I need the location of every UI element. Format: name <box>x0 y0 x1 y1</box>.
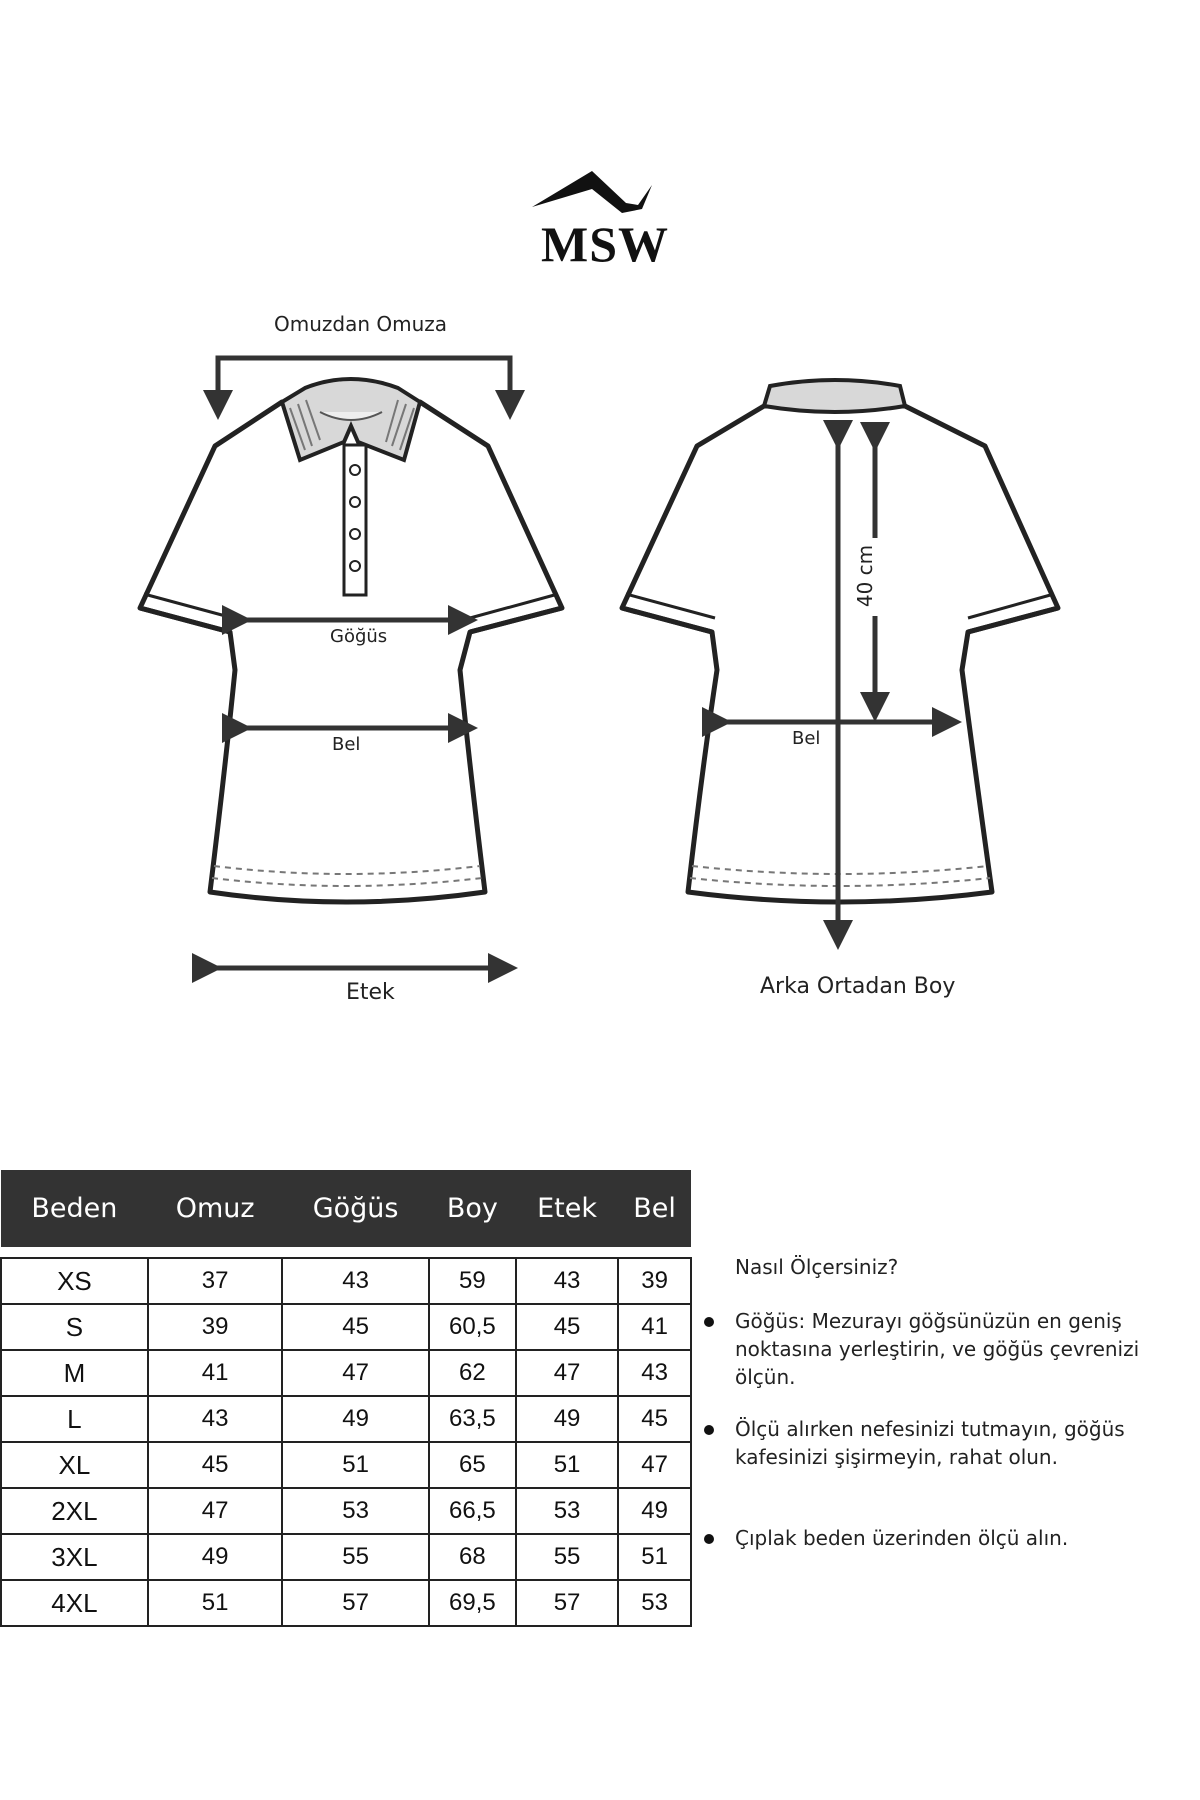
table-cell: 66,5 <box>429 1488 516 1534</box>
table-cell: 63,5 <box>429 1396 516 1442</box>
table-cell: 55 <box>282 1534 428 1580</box>
table-cell: 49 <box>148 1534 283 1580</box>
shoulder-label: Omuzdan Omuza <box>274 312 448 336</box>
table-header-row <box>1 1170 691 1247</box>
table-cell: 41 <box>618 1304 691 1350</box>
table-row <box>1 1396 691 1442</box>
instructions-title: Nasıl Ölçersiniz? <box>735 1255 899 1279</box>
table-row <box>1 1304 691 1350</box>
forty-cm-label: 40 cm <box>853 544 878 608</box>
table-cell: 45 <box>516 1304 618 1350</box>
table-cell: XL <box>1 1442 148 1488</box>
table-cell: 60,5 <box>429 1304 516 1350</box>
table-cell: M <box>1 1350 148 1396</box>
table-cell: 49 <box>618 1488 691 1534</box>
col-header: Etek <box>516 1170 618 1247</box>
bullet-icon <box>704 1425 714 1435</box>
table-cell: 43 <box>618 1350 691 1396</box>
table-cell: 43 <box>282 1258 428 1304</box>
back-length-label: Arka Ortadan Boy <box>760 974 956 999</box>
instruction-item <box>700 1524 1195 1552</box>
table-cell: 2XL <box>1 1488 148 1534</box>
bullet-icon <box>704 1317 714 1327</box>
table-row <box>1 1488 691 1534</box>
waist-label-front: Bel <box>332 734 361 755</box>
table-cell: 47 <box>282 1350 428 1396</box>
table-cell: 49 <box>282 1396 428 1442</box>
table-cell: S <box>1 1304 148 1350</box>
table-row <box>1 1580 691 1626</box>
instruction-item <box>700 1307 1195 1391</box>
table-cell: L <box>1 1396 148 1442</box>
table-cell: 4XL <box>1 1580 148 1626</box>
table-cell: 68 <box>429 1534 516 1580</box>
brand-name: MSW <box>541 216 669 272</box>
table-cell: 37 <box>148 1258 283 1304</box>
table-cell: 39 <box>148 1304 283 1350</box>
table-cell: 47 <box>148 1488 283 1534</box>
table-cell: 65 <box>429 1442 516 1488</box>
instruction-item <box>700 1415 1195 1471</box>
table-cell: 47 <box>618 1442 691 1488</box>
table-cell: 43 <box>148 1396 283 1442</box>
back-collar <box>764 380 905 412</box>
table-cell: 45 <box>148 1442 283 1488</box>
button-icon <box>350 497 360 507</box>
table-cell: 59 <box>429 1258 516 1304</box>
table-cell: 47 <box>516 1350 618 1396</box>
table-cell: 62 <box>429 1350 516 1396</box>
col-header: Göğüs <box>282 1170 428 1247</box>
table-cell: 3XL <box>1 1534 148 1580</box>
table-cell: 51 <box>618 1534 691 1580</box>
table-cell: 51 <box>282 1442 428 1488</box>
col-header: Bel <box>618 1170 691 1247</box>
table-row <box>1 1350 691 1396</box>
col-header: Beden <box>1 1170 148 1247</box>
instruction-text: Göğüs: Mezurayı göğsünüzün en geniş noktasına yerleştirin, ve göğüs çevrenizi ölçün. <box>735 1309 1140 1389</box>
waist-label-back: Bel <box>792 728 821 749</box>
table-row <box>1 1258 691 1304</box>
col-header: Boy <box>429 1170 516 1247</box>
table-cell: 57 <box>282 1580 428 1626</box>
table-cell: 57 <box>516 1580 618 1626</box>
table-cell: 43 <box>516 1258 618 1304</box>
chest-label: Göğüs <box>330 626 388 647</box>
table-cell: 55 <box>516 1534 618 1580</box>
table-cell: 45 <box>282 1304 428 1350</box>
table-cell: 53 <box>282 1488 428 1534</box>
table-cell: 45 <box>618 1396 691 1442</box>
hem-label: Etek <box>346 980 395 1005</box>
button-icon <box>350 529 360 539</box>
col-header: Omuz <box>148 1170 283 1247</box>
measurement-diagram <box>0 300 1200 1020</box>
table-row <box>1 1534 691 1580</box>
bullet-icon <box>704 1534 714 1544</box>
table-cell: 69,5 <box>429 1580 516 1626</box>
button-icon <box>350 465 360 475</box>
table-cell: 53 <box>618 1580 691 1626</box>
button-icon <box>350 561 360 571</box>
table-cell: 41 <box>148 1350 283 1396</box>
table-cell: 51 <box>516 1442 618 1488</box>
size-table <box>0 1170 692 1627</box>
table-row <box>1 1442 691 1488</box>
table-cell: 49 <box>516 1396 618 1442</box>
brand-logo <box>530 165 680 275</box>
instruction-text: Ölçü alırken nefesinizi tutmayın, göğüs kafesinizi şişirmeyin, rahat olun. <box>735 1417 1125 1469</box>
table-cell: XS <box>1 1258 148 1304</box>
table-cell: 39 <box>618 1258 691 1304</box>
instruction-text: Çıplak beden üzerinden ölçü alın. <box>735 1526 1069 1550</box>
table-cell: 53 <box>516 1488 618 1534</box>
table-cell: 51 <box>148 1580 283 1626</box>
front-placket <box>344 445 366 595</box>
